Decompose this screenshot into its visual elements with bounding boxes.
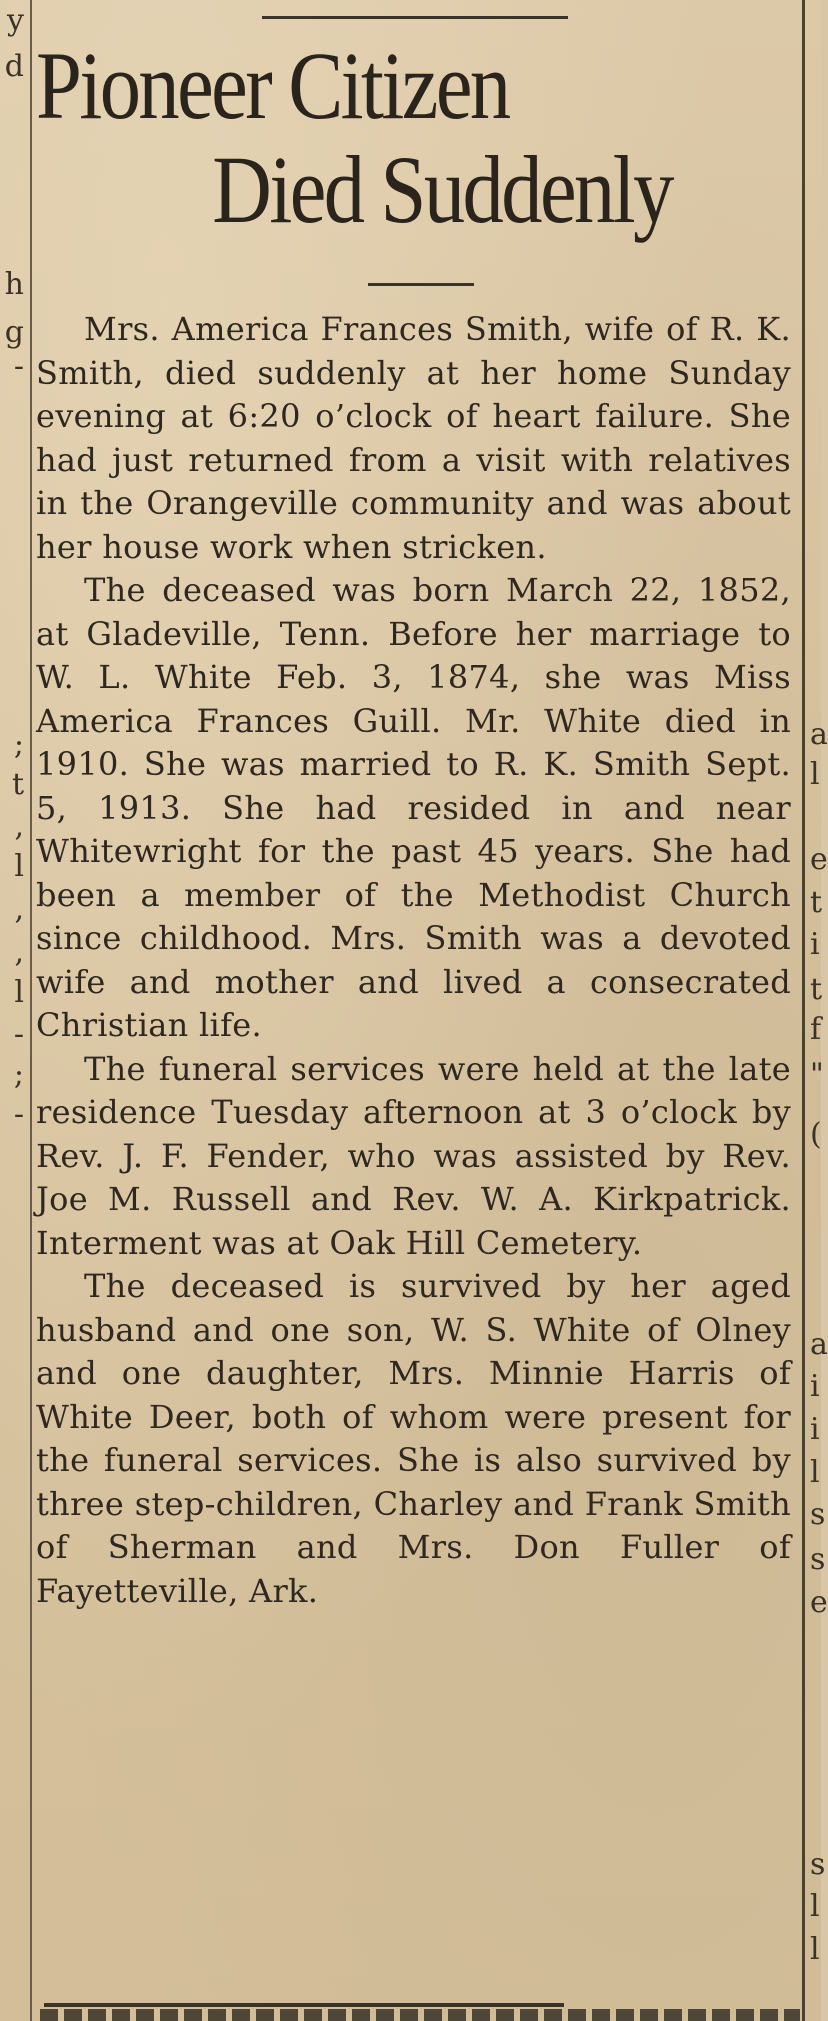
paragraph-2: The deceased was born March 22, 1852, at Gladeville, Tenn. Before her marriage to W. L. White Feb. 3, 1874, she was Miss America Frances Guill. Mr. White died in 1910. She was married to R. K. Smith Sept. 5, 1913. She had resided in and near Whitewright for the past 45 years. She had been a member of the Methodist Church since childhood. Mrs. Smith was a devoted wife and mother and lived a consecrated Christian life. bbox=[36, 571, 791, 1044]
headline-line-2: Died Suddenly bbox=[212, 136, 672, 243]
article-body bbox=[36, 308, 791, 1613]
adjacent-column-right: a l e t i t f " ( a i i l s s e s l l bbox=[802, 0, 824, 2021]
top-rule bbox=[262, 16, 568, 19]
adjacent-column-left: y d h g - ; t , l , , l - ; - bbox=[0, 0, 32, 2021]
bottom-rule bbox=[44, 2003, 564, 2007]
paragraph-3: The funeral services were held at the late residence Tuesday afternoon at 3 o’clock by Rev. J. F. Fender, who was assisted by Rev. Joe M. Russell and Rev. W. A. Kirkpatrick. Interment was at Oak Hill Cemetery. bbox=[36, 1049, 791, 1262]
paragraph-4: The deceased is survived by her aged husband and one son, W. S. White of Olney and one daughter, Mrs. Minnie Harris of White Deer, both of whom were present for the funeral services. She is also survived by three step-children, Charley and Frank Smith of Sherman and Mrs. Don Fuller of Fayetteville, Ark. bbox=[36, 1267, 791, 1610]
headline-divider bbox=[368, 283, 474, 286]
headline bbox=[36, 34, 690, 242]
next-headline-cutoff bbox=[40, 2009, 800, 2021]
paragraph-1: Mrs. America Frances Smith, wife of R. K. Smith, died suddenly at her home Sunday evening at 6:20 o’clock of heart failure. She had just returned from a visit with relatives in the Orangeville community and was about her house work when stricken. bbox=[36, 310, 791, 566]
headline-line-1: Pioneer Citizen bbox=[36, 32, 509, 139]
